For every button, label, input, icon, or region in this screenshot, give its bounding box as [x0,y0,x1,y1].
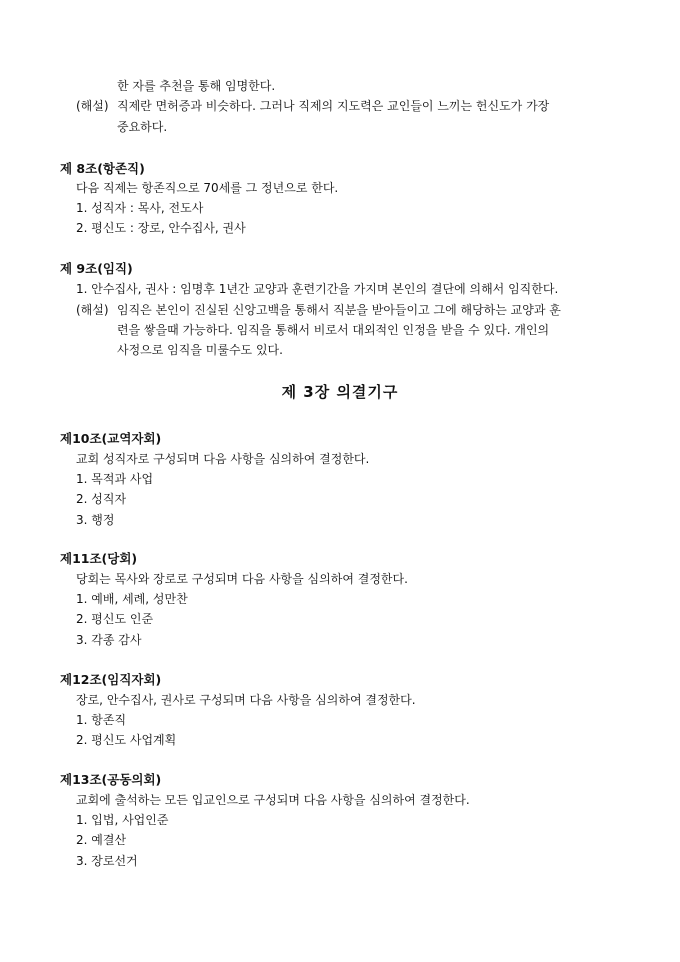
list-item: 1. 예배, 세례, 성만찬 [76,592,188,606]
list-item: 1. 성직자 : 목사, 전도사 [76,201,204,215]
continuation-text: 한 자를 추천을 통해 임명한다. [117,79,276,93]
list-item: 1. 목적과 사업 [76,472,154,486]
list-item: 2. 평신도 사업계획 [76,733,177,747]
list-item: 1. 항존직 [76,713,127,727]
article-heading: 제13조(공동의회) [60,772,162,787]
list-item: 2. 성직자 [76,492,127,506]
article-heading: 제 8조(항존직) [60,161,145,176]
list-item: 1. 입법, 사업인준 [76,813,169,827]
article-intro: 다음 직제는 항존직으로 70세를 그 정년으로 한다. [76,181,339,195]
article-intro: 교회 성직자로 구성되며 다음 사항을 심의하여 결정한다. [76,452,370,466]
note-text: 임직은 본인이 진실된 신앙고백을 통해서 직분을 받아들이고 그에 해당하는 교양과 훈 [117,303,561,317]
list-item: 3. 각종 감사 [76,633,142,647]
note-text: 련을 쌓을때 가능하다. 임직을 통해서 비로서 대외적인 인정을 받을 수 있다. 개인의 [117,323,550,337]
note-label: (해설) [76,303,109,317]
list-item: 3. 장로선거 [76,854,138,868]
article-intro: 당회는 목사와 장로로 구성되며 다음 사항을 심의하여 결정한다. [76,572,408,586]
note-text: 중요하다. [117,120,168,134]
article-heading: 제10조(교역자회) [60,431,162,446]
chapter-title: 제 3장 의결기구 [281,383,399,401]
article-heading: 제 9조(임직) [60,261,133,276]
list-item: 2. 평신도 인준 [76,612,154,626]
article-intro: 교회에 출석하는 모든 입교인으로 구성되며 다음 사항을 심의하여 결정한다. [76,793,470,807]
article-heading: 제12조(임직자회) [60,672,162,687]
list-item: 2. 예결산 [76,833,127,847]
note-text: 사정으로 임직을 미룰수도 있다. [117,343,283,357]
article-heading: 제11조(당회) [60,551,138,566]
article-intro: 장로, 안수집사, 권사로 구성되며 다음 사항을 심의하여 결정한다. [76,693,416,707]
note-label: (해설) [76,99,109,113]
list-item: 3. 행정 [76,513,115,527]
note-text: 직제란 면허증과 비슷하다. 그러나 직제의 지도력은 교인들이 느끼는 헌신도가 가장 [117,99,550,113]
list-item: 1. 안수집사, 권사 : 임명후 1년간 교양과 훈련기간을 가지며 본인의 결단에 의해서 임직한다. [76,282,559,296]
list-item: 2. 평신도 : 장로, 안수집사, 권사 [76,221,246,235]
